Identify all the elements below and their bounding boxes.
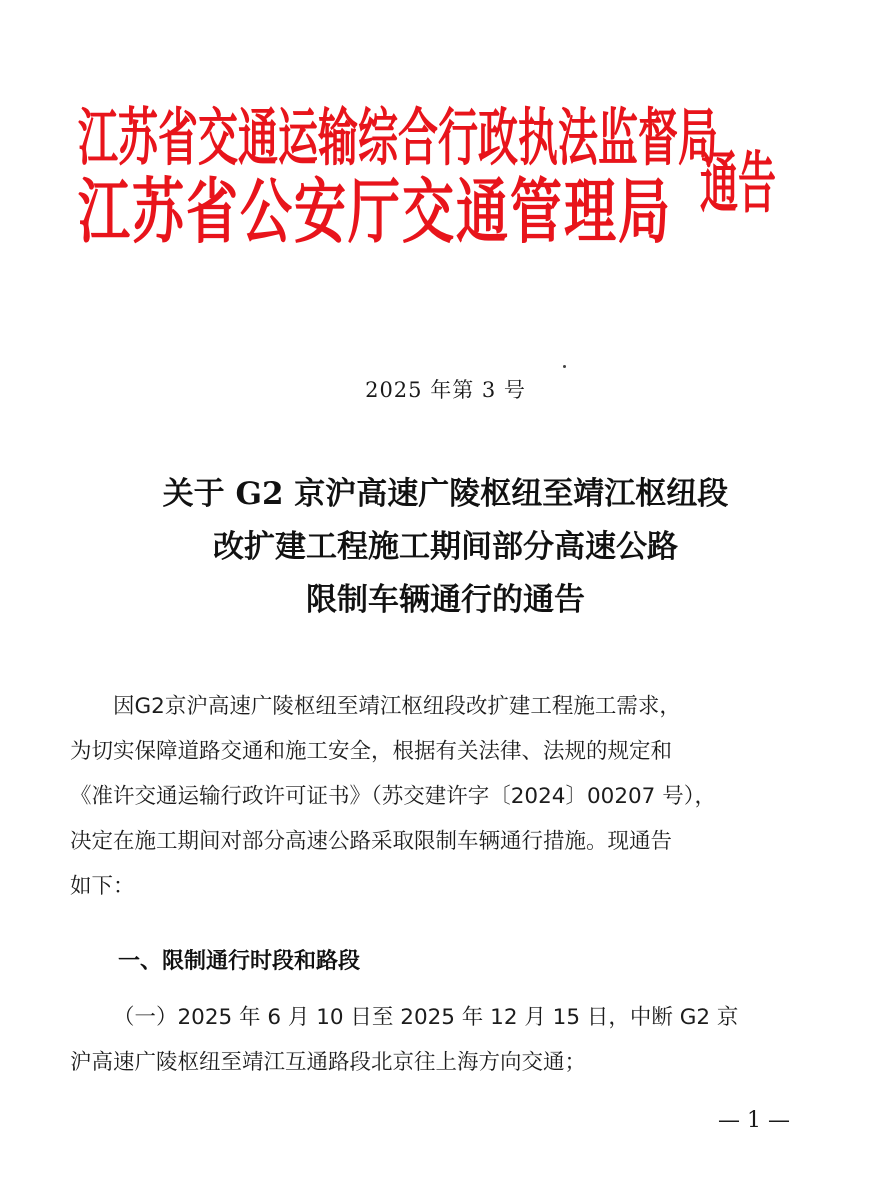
issuer-traffic-enforcement-bureau: 江苏省交通运输综合行政执法监督局 (78, 103, 718, 175)
notice-label: 通告 (700, 144, 777, 222)
paragraph-line: 《准许交通运输行政许可证书》（苏交建许字〔2024〕00207 号）， (70, 784, 716, 809)
issuing-authorities (78, 103, 718, 254)
item-line: （一）2025 年 6 月 10 日至 2025 年 12 月 15 日，中断 G2 京 (113, 1005, 739, 1030)
page-number: — 1 — (718, 1108, 790, 1133)
document-title (0, 468, 891, 627)
paragraph-line: 为切实保障道路交通和施工安全，根据有关法律、法规的规定和 (70, 739, 673, 764)
scan-speck (563, 365, 566, 368)
restriction-item (70, 995, 840, 1085)
document-number: 2025 年第 3 号 (365, 378, 526, 402)
item-line: 沪高速广陵枢纽至靖江互通路段北京往上海方向交通； (70, 1050, 587, 1075)
paragraph-line: 如下： (70, 874, 135, 899)
intro-paragraph (70, 684, 840, 909)
paragraph-line: 决定在施工期间对部分高速公路采取限制车辆通行措施。现通告 (70, 829, 673, 854)
title-line: 限制车辆通行的通告 (306, 582, 585, 618)
title-line: 关于 G2 京沪高速广陵枢纽至靖江枢纽段 (162, 476, 729, 512)
issuer-traffic-police-bureau: 江苏省公安厅交通管理局 (78, 172, 673, 254)
title-line: 改扩建工程施工期间部分高速公路 (213, 529, 678, 565)
section-heading: 一、限制通行时段和路段 (118, 949, 361, 974)
paragraph-line: 因G2京沪高速广陵枢纽至靖江枢纽段改扩建工程施工需求， (113, 694, 681, 719)
